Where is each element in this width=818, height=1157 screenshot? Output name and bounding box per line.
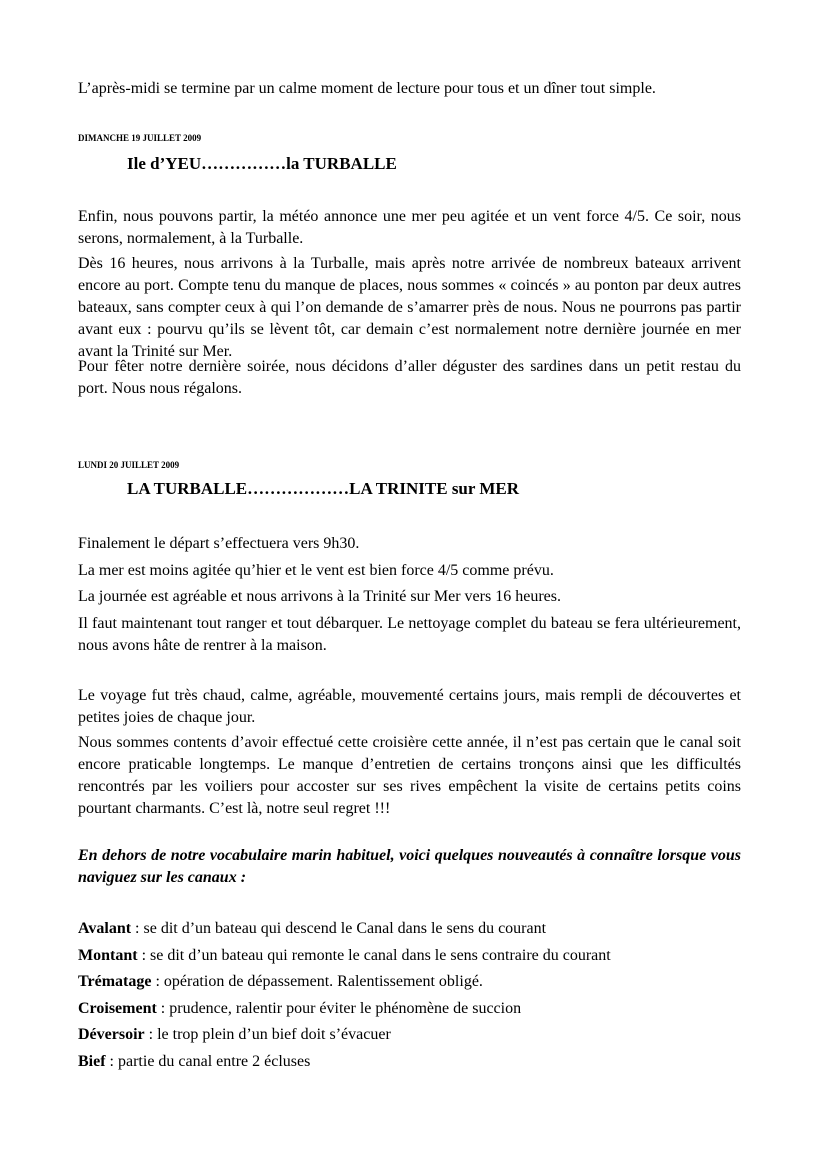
vocab-item [78, 1024, 741, 1046]
day1-paragraph: Enfin, nous pouvons partir, la météo annonce une mer peu agitée et un vent force 4/5. Ce soir, nous serons, normalement, à la Turballe. [78, 208, 741, 247]
vocab-item [78, 945, 741, 967]
vocab-item [78, 918, 741, 940]
vocab-term: Montant [78, 947, 138, 964]
vocab-term: Déversoir [78, 1026, 145, 1043]
day1-date: DIMANCHE 19 JUILLET 2009 [78, 133, 202, 143]
vocab-item [78, 971, 741, 993]
day2-paragraph: La mer est moins agitée qu’hier et le vent est bien force 4/5 comme prévu. [78, 562, 554, 579]
vocab-definition: : partie du canal entre 2 écluses [105, 1053, 311, 1070]
vocab-definition: : prudence, ralentir pour éviter le phénomène de succion [156, 1000, 522, 1017]
vocab-definition: : se dit d’un bateau qui remonte le canal dans le sens contraire du courant [137, 947, 611, 964]
vocab-item [78, 1051, 741, 1073]
day2-date: LUNDI 20 JUILLET 2009 [78, 460, 180, 470]
day1-paragraph: Dès 16 heures, nous arrivons à la Turballe, mais après notre arrivée de nombreux bateaux arrivent encore au port. Compte tenu du manque de places, nous sommes « coincés » au ponton par deux autres bateaux, sans compter ceux à qui l’on demande de s’amarrer près de nous. Nous ne pourrons pas partir avant eux : pourvu qu’ils se lèvent tôt, car demain c’est normalement notre dernière journée en mer avant la Trinité sur Mer. [78, 255, 741, 360]
day2-title: LA TURBALLE………………LA TRINITE sur MER [127, 479, 520, 498]
vocab-intro: En dehors de notre vocabulaire marin habituel, voici quelques nouveautés à connaître lorsque vous naviguez sur les canaux : [78, 847, 741, 886]
vocab-term: Croisement [78, 1000, 157, 1017]
vocab-item [78, 998, 741, 1020]
vocab-term: Avalant [78, 920, 132, 937]
day2-paragraph: La journée est agréable et nous arrivons à la Trinité sur Mer vers 16 heures. [78, 588, 561, 605]
vocab-definition: : opération de dépassement. Ralentissement obligé. [151, 973, 483, 990]
vocab-definition: : se dit d’un bateau qui descend le Canal dans le sens du courant [131, 920, 547, 937]
intro-paragraph: L’après-midi se termine par un calme moment de lecture pour tous et un dîner tout simple. [78, 80, 656, 97]
vocab-term: Trématage [78, 973, 152, 990]
conclusion-paragraph: Le voyage fut très chaud, calme, agréable, mouvementé certains jours, mais rempli de découvertes et petites joies de chaque jour. [78, 687, 741, 726]
conclusion-paragraph: Nous sommes contents d’avoir effectué cette croisière cette année, il n’est pas certain que le canal soit encore praticable longtemps. Le manque d’entretien de certains tronçons ainsi que les difficultés rencontrés par les voiliers pour accoster sur ses rives empêchent la visite de certains petits coins pourtant charmants. C’est là, notre seul regret !!! [78, 734, 741, 817]
vocab-definition: : le trop plein d’un bief doit s’évacuer [144, 1026, 391, 1043]
day1-title: Ile d’YEU……………la TURBALLE [127, 154, 397, 173]
day2-paragraph: Il faut maintenant tout ranger et tout débarquer. Le nettoyage complet du bateau se fera ultérieurement, nous avons hâte de rentrer à la maison. [78, 615, 741, 654]
day1-paragraph: Pour fêter notre dernière soirée, nous décidons d’aller déguster des sardines dans un petit restau du port. Nous nous régalons. [78, 358, 741, 397]
day2-paragraph: Finalement le départ s’effectuera vers 9h30. [78, 535, 360, 552]
vocab-term: Bief [78, 1053, 106, 1070]
